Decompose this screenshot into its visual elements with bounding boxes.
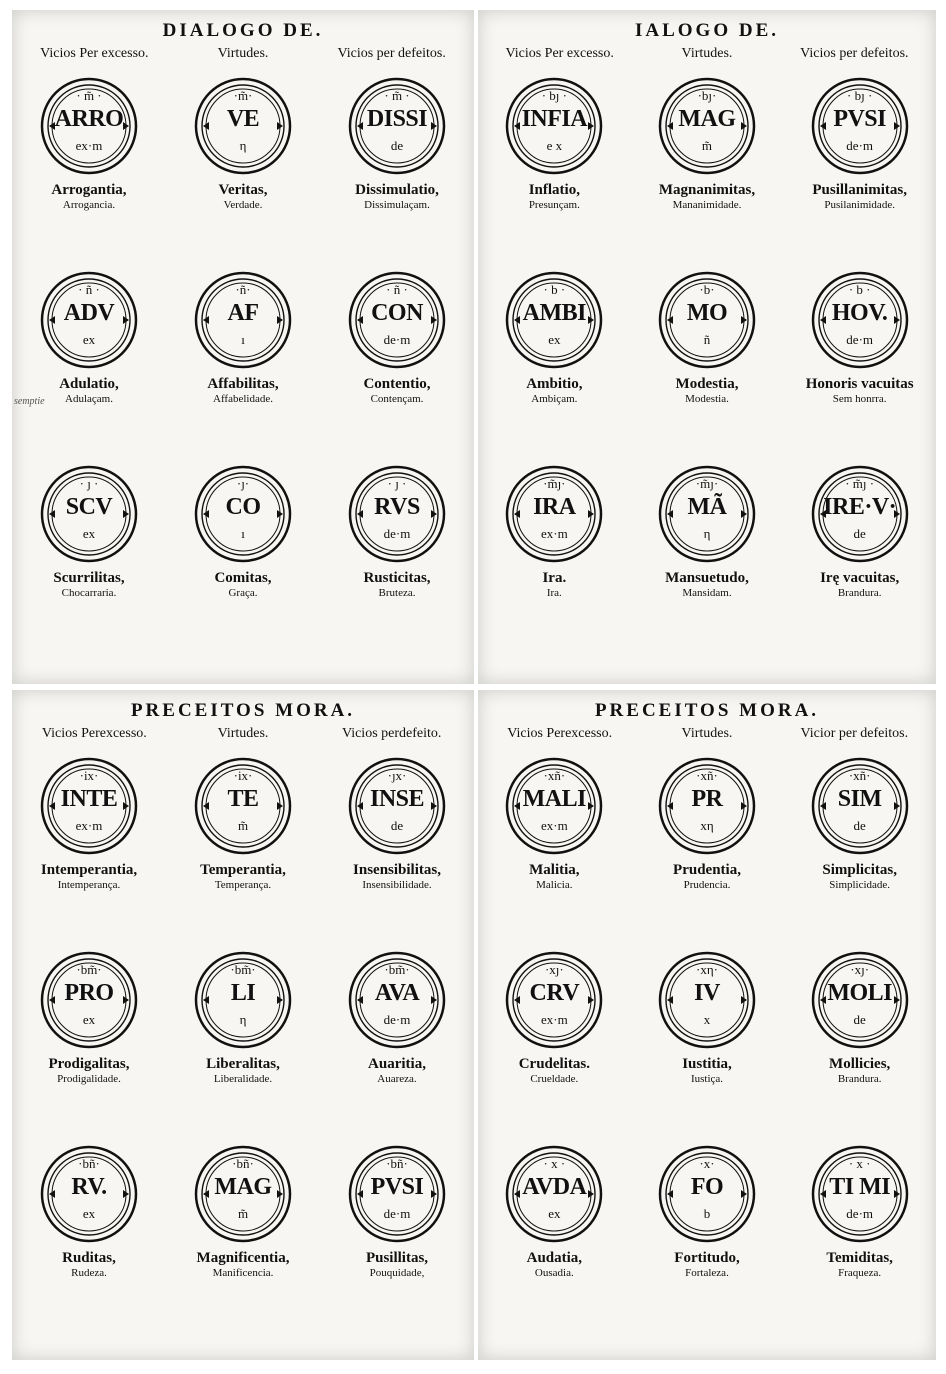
column-header: Vicios Per excesso. xyxy=(505,46,614,61)
medallion-top-text: ·ñ· xyxy=(235,282,251,297)
portuguese-label: Pusilanimidade. xyxy=(824,199,895,211)
column-header: Vicios Per excesso. xyxy=(40,46,149,61)
medallion-top-text: ·xȷ· xyxy=(850,962,870,977)
medallion-bottom-text: x xyxy=(703,1012,711,1027)
medallion xyxy=(347,950,447,1050)
medallion-cell xyxy=(783,1144,936,1338)
medallion-cell xyxy=(12,76,166,270)
medallion xyxy=(39,756,139,856)
medallion-top-text: · ñ · xyxy=(78,282,100,297)
medallion-main-text: LI xyxy=(230,980,256,1006)
column-header: Virtudes. xyxy=(681,46,733,61)
portuguese-label: Insensibilidade. xyxy=(362,879,432,891)
medallion-top-text: ·xñ· xyxy=(543,768,566,783)
portuguese-label: Mananimidade. xyxy=(672,199,742,211)
medallion xyxy=(347,76,447,176)
medallion-top-text: · x · xyxy=(543,1156,566,1171)
medallion-cell xyxy=(320,270,474,464)
medallion xyxy=(39,464,139,564)
medallion-main-text: INFIA xyxy=(521,106,588,132)
medallion-cell xyxy=(631,464,784,658)
latin-label: Ruditas, xyxy=(62,1250,116,1266)
portuguese-label: Brandura. xyxy=(837,1073,882,1085)
medallion-bottom-text: m̃ xyxy=(237,818,249,833)
medallion-main-text: AMBI xyxy=(522,300,586,326)
medallion-cell xyxy=(783,464,936,658)
page-title: IALOGO DE. xyxy=(634,20,780,41)
medallion-cell xyxy=(166,464,320,658)
medallion-top-text: ·b· xyxy=(699,282,715,297)
medallion-cell xyxy=(320,76,474,270)
medallion xyxy=(504,1144,604,1244)
portuguese-label: Arrogancia. xyxy=(62,199,116,211)
latin-label: Magnificentia, xyxy=(196,1250,290,1266)
portuguese-label: Ambiçam. xyxy=(531,393,578,405)
medallion xyxy=(39,950,139,1050)
medallion-grid xyxy=(12,76,474,658)
medallion-bottom-text: ex xyxy=(82,1206,96,1221)
medallion-cell xyxy=(166,76,320,270)
medallion xyxy=(347,464,447,564)
latin-label: Iustitia, xyxy=(682,1056,732,1072)
medallion-top-text: ·m̃· xyxy=(233,88,253,103)
latin-label: Simplicitas, xyxy=(822,862,897,878)
portuguese-label: Fortaleza. xyxy=(685,1267,729,1279)
medallion-top-text: ·bñ· xyxy=(386,1156,408,1171)
latin-label: Temperantia, xyxy=(200,862,286,878)
medallion-bottom-text: η xyxy=(239,1012,247,1027)
medallion-cell xyxy=(12,756,166,950)
portuguese-label: Contençam. xyxy=(370,393,424,405)
latin-label: Honoris vacuitas xyxy=(805,376,914,392)
portuguese-label: Chocarraria. xyxy=(61,587,117,599)
medallion-bottom-text: xη xyxy=(700,818,714,833)
medallion-cell xyxy=(783,756,936,950)
medallion-main-text: MÃ xyxy=(687,494,727,520)
column-header: Vicios per defeitos. xyxy=(800,46,909,61)
portuguese-label: Pouquidade, xyxy=(369,1267,425,1279)
medallion-cell xyxy=(478,950,631,1144)
medallion xyxy=(810,464,910,564)
medallion-bottom-text: ex xyxy=(82,332,96,347)
portuguese-label: Crueldade. xyxy=(530,1073,579,1085)
medallion-bottom-text: de·m xyxy=(383,1206,411,1221)
medallion xyxy=(193,950,293,1050)
portuguese-label: Presunçam. xyxy=(528,199,580,211)
portuguese-label: Sem honrra. xyxy=(832,393,887,405)
medallion-main-text: PVSI xyxy=(833,106,886,132)
column-header: Vicior per defeitos. xyxy=(800,726,909,741)
column-headers xyxy=(20,46,466,62)
medallion-cell xyxy=(166,270,320,464)
latin-label: Contentio, xyxy=(363,376,431,392)
portuguese-label: Verdade. xyxy=(223,199,263,211)
medallion-cell xyxy=(478,76,631,270)
latin-label: Temiditas, xyxy=(826,1250,893,1266)
medallion-cell xyxy=(320,464,474,658)
column-header: Virtudes. xyxy=(217,46,269,61)
latin-label: Auaritia, xyxy=(368,1056,426,1072)
medallion-cell xyxy=(631,270,784,464)
medallion-main-text: MAG xyxy=(678,106,736,132)
latin-label: Fortitudo, xyxy=(674,1250,740,1266)
latin-label: Pusillanimitas, xyxy=(812,182,907,198)
medallion-cell xyxy=(631,950,784,1144)
medallion-main-text: PRO xyxy=(64,980,114,1006)
medallion-top-text: ·ix· xyxy=(233,768,253,783)
medallion-cell xyxy=(478,756,631,950)
column-header: Virtudes. xyxy=(681,726,733,741)
medallion-main-text: MO xyxy=(686,300,728,326)
latin-label: Comitas, xyxy=(214,570,272,586)
medallion-bottom-text: ı xyxy=(241,526,245,541)
medallion-cell xyxy=(12,270,166,464)
medallion xyxy=(39,270,139,370)
medallion xyxy=(657,1144,757,1244)
medallion-cell xyxy=(320,1144,474,1338)
medallion-main-text: VE xyxy=(226,106,260,132)
medallion-top-text: · x · xyxy=(848,1156,871,1171)
page-bottom-left xyxy=(12,690,474,1360)
column-header: Vicios Perexcesso. xyxy=(41,726,147,741)
medallion-top-text: ·xη· xyxy=(696,962,718,977)
medallion-bottom-text: ex·m xyxy=(75,818,103,833)
portuguese-label: Liberalidade. xyxy=(213,1073,273,1085)
medallion xyxy=(193,270,293,370)
medallion xyxy=(347,756,447,856)
portuguese-label: Modestia. xyxy=(685,393,729,405)
medallion-bottom-text: de·m xyxy=(846,332,874,347)
portuguese-label: Adulaçam. xyxy=(65,393,113,405)
medallion-top-text: ·bm̃· xyxy=(76,962,102,977)
medallion-main-text: CO xyxy=(225,494,261,520)
medallion-top-text: ·bm̃· xyxy=(230,962,256,977)
medallion xyxy=(193,464,293,564)
medallion xyxy=(657,464,757,564)
medallion-cell xyxy=(166,950,320,1144)
medallion-bottom-text: de xyxy=(853,526,866,541)
medallion-main-text: SIM xyxy=(837,786,882,812)
medallion-main-text: MOLI xyxy=(827,980,892,1006)
medallion-main-text: SCV xyxy=(65,494,113,520)
medallion xyxy=(347,1144,447,1244)
latin-label: Irę vacuitas, xyxy=(820,570,900,586)
medallion-bottom-text: m̃ xyxy=(237,1206,249,1221)
medallion xyxy=(504,756,604,856)
medallion-bottom-text: η xyxy=(703,526,711,541)
medallion-bottom-text: ex·m xyxy=(540,1012,568,1027)
medallion-top-text: · m̃ · xyxy=(384,88,410,103)
medallion-bottom-text: de xyxy=(853,1012,866,1027)
medallion-top-text: ·bñ· xyxy=(232,1156,254,1171)
column-header: Vicios perdefeito. xyxy=(341,726,442,741)
medallion-bottom-text: ex·m xyxy=(540,526,568,541)
medallion-main-text: INSE xyxy=(369,786,425,812)
medallion-bottom-text: ı xyxy=(241,332,245,347)
latin-label: Intemperantia, xyxy=(40,862,138,878)
medallion-cell xyxy=(166,756,320,950)
latin-label: Malitia, xyxy=(529,862,580,878)
medallion-top-text: ·bȷ· xyxy=(697,88,717,103)
medallion-bottom-text: de·m xyxy=(846,1206,874,1221)
portuguese-label: Ira. xyxy=(546,587,562,599)
medallion-top-text: · ȷ · xyxy=(387,476,407,491)
medallion-top-text: · bȷ · xyxy=(541,88,567,103)
portuguese-label: Iustiça. xyxy=(690,1073,724,1085)
medallion-main-text: AVDA xyxy=(522,1174,587,1200)
medallion-bottom-text: η xyxy=(239,138,247,153)
medallion-cell xyxy=(320,950,474,1144)
medallion-main-text: PVSI xyxy=(370,1174,424,1200)
latin-label: Modestia, xyxy=(675,376,739,392)
portuguese-label: Mansidam. xyxy=(682,587,732,599)
medallion-top-text: ·m̃ȷ· xyxy=(543,476,566,491)
latin-label: Inflatio, xyxy=(528,182,580,198)
medallion-main-text: AF xyxy=(227,300,259,326)
medallion-bottom-text: de xyxy=(390,818,404,833)
latin-label: Adulatio, xyxy=(59,376,119,392)
portuguese-label: Intemperança. xyxy=(57,879,121,891)
medallion-main-text: FO xyxy=(690,1174,724,1200)
medallion-main-text: DISSI xyxy=(366,106,428,132)
portuguese-label: Dissimulaçam. xyxy=(364,199,430,211)
medallion-main-text: HOV. xyxy=(831,300,888,326)
medallion xyxy=(810,1144,910,1244)
medallion-top-text: ·ix· xyxy=(79,768,99,783)
medallion xyxy=(810,270,910,370)
medallion-cell xyxy=(783,950,936,1144)
latin-label: Liberalitas, xyxy=(206,1056,280,1072)
medallion-top-text: · ȷ · xyxy=(79,476,99,491)
medallion-bottom-text: de·m xyxy=(846,138,874,153)
medallion-top-text: · bȷ · xyxy=(847,88,873,103)
latin-label: Prudentia, xyxy=(673,862,741,878)
portuguese-label: Prudencia. xyxy=(683,879,731,891)
medallion-bottom-text: b xyxy=(703,1206,711,1221)
latin-label: Pusillitas, xyxy=(365,1250,429,1266)
medallion-top-text: ·ȷ· xyxy=(236,476,250,491)
medallion xyxy=(39,1144,139,1244)
latin-label: Ambitio, xyxy=(526,376,583,392)
medallion xyxy=(504,464,604,564)
latin-label: Mansuetudo, xyxy=(665,570,749,586)
medallion-cell xyxy=(320,756,474,950)
medallion-main-text: INTE xyxy=(60,786,118,812)
latin-label: Insensibilitas, xyxy=(353,862,441,878)
medallion-bottom-text: ñ xyxy=(703,332,711,347)
latin-label: Dissimulatio, xyxy=(355,182,439,198)
medallion-grid xyxy=(478,756,936,1338)
medallion-top-text: ·m̃ȷ· xyxy=(695,476,719,491)
portuguese-label: Manificencia. xyxy=(212,1267,274,1279)
column-header: Vicios per defeitos. xyxy=(337,46,446,61)
medallion-cell xyxy=(12,950,166,1144)
medallion-main-text: PR xyxy=(691,786,723,812)
medallion-main-text: CRV xyxy=(529,980,580,1006)
medallion xyxy=(657,756,757,856)
page-title: PRECEITOS MORA. xyxy=(130,700,356,721)
page-title: DIALOGO DE. xyxy=(162,20,324,41)
medallion xyxy=(810,76,910,176)
medallion-bottom-text: ex xyxy=(548,1206,561,1221)
medallion-main-text: MAG xyxy=(214,1174,272,1200)
medallion-top-text: · b · xyxy=(543,282,566,297)
medallion-main-text: IV xyxy=(694,980,720,1006)
medallion-main-text: IRE·V· xyxy=(823,494,897,520)
medallion-grid xyxy=(478,76,936,658)
page-bottom-right xyxy=(478,690,936,1360)
portuguese-label: Prodigalidade. xyxy=(57,1073,121,1085)
medallion-cell xyxy=(478,270,631,464)
medallion-main-text: ADV xyxy=(63,300,115,326)
medallion-grid xyxy=(12,756,474,1338)
medallion-cell xyxy=(478,1144,631,1338)
medallion-top-text: · b · xyxy=(848,282,871,297)
medallion xyxy=(657,270,757,370)
medallion xyxy=(810,756,910,856)
column-headers xyxy=(486,46,928,62)
page-top-left xyxy=(12,10,474,684)
portuguese-label: Malicia. xyxy=(536,879,573,891)
latin-label: Arrogantia, xyxy=(51,182,127,198)
medallion-main-text: RV. xyxy=(71,1174,107,1200)
medallion-main-text: AVA xyxy=(374,980,420,1006)
medallion-top-text: ·x· xyxy=(699,1156,715,1171)
latin-label: Scurrilitas, xyxy=(53,570,125,586)
medallion-bottom-text: de xyxy=(390,138,404,153)
medallion-top-text: ·xȷ· xyxy=(544,962,564,977)
medallion-top-text: · m̃ · xyxy=(76,88,102,103)
medallion xyxy=(504,950,604,1050)
portuguese-label: Temperança. xyxy=(214,879,272,891)
medallion xyxy=(657,950,757,1050)
medallion-bottom-text: e x xyxy=(546,138,563,153)
column-header: Virtudes. xyxy=(217,726,269,741)
medallion-bottom-text: ex xyxy=(82,1012,96,1027)
latin-label: Ira. xyxy=(542,570,567,586)
medallion-top-text: ·bñ· xyxy=(78,1156,100,1171)
medallion-cell xyxy=(166,1144,320,1338)
medallion-top-text: ·ȷx· xyxy=(387,768,407,783)
margin-note: semptie xyxy=(14,396,45,407)
portuguese-label: Fraqueza. xyxy=(838,1267,882,1279)
medallion-bottom-text: ex xyxy=(548,332,561,347)
medallion-bottom-text: de·m xyxy=(383,332,411,347)
latin-label: Mollicies, xyxy=(829,1056,891,1072)
medallion-bottom-text: de·m xyxy=(383,1012,411,1027)
portuguese-label: Auareza. xyxy=(377,1073,417,1085)
medallion xyxy=(193,756,293,856)
medallion-cell xyxy=(631,1144,784,1338)
medallion-bottom-text: ex xyxy=(82,526,96,541)
medallion-cell xyxy=(478,464,631,658)
medallion-bottom-text: de xyxy=(853,818,866,833)
medallion-top-text: ·bm̃· xyxy=(384,962,410,977)
medallion-cell xyxy=(631,756,784,950)
latin-label: Rusticitas, xyxy=(363,570,431,586)
medallion xyxy=(504,270,604,370)
medallion-cell xyxy=(783,270,936,464)
medallion-cell xyxy=(12,1144,166,1338)
medallion xyxy=(193,76,293,176)
medallion-top-text: · ñ · xyxy=(386,282,408,297)
column-header: Vicios Perexcesso. xyxy=(507,726,613,741)
portuguese-label: Rudeza. xyxy=(71,1267,107,1279)
medallion-cell xyxy=(783,76,936,270)
page-title: PRECEITOS MORA. xyxy=(594,700,820,721)
medallion-bottom-text: m̃ xyxy=(701,138,713,153)
medallion xyxy=(347,270,447,370)
column-headers xyxy=(20,726,466,742)
medallion-main-text: IRA xyxy=(533,494,576,520)
latin-label: Crudelitas. xyxy=(518,1056,590,1072)
portuguese-label: Brandura. xyxy=(837,587,882,599)
medallion-main-text: MALI xyxy=(522,786,586,812)
column-headers xyxy=(486,726,928,742)
medallion-main-text: CON xyxy=(371,300,423,326)
medallion-main-text: TE xyxy=(227,786,259,812)
latin-label: Affabilitas, xyxy=(207,376,279,392)
latin-label: Audatia, xyxy=(526,1250,583,1266)
medallion-main-text: RVS xyxy=(374,494,420,520)
portuguese-label: Graça. xyxy=(228,587,258,599)
portuguese-label: Affabelidade. xyxy=(213,393,273,405)
medallion xyxy=(810,950,910,1050)
medallion xyxy=(657,76,757,176)
page-top-right xyxy=(478,10,936,684)
medallion-top-text: ·xñ· xyxy=(848,768,871,783)
medallion-main-text: TI MI xyxy=(829,1174,891,1200)
medallion xyxy=(504,76,604,176)
medallion-cell xyxy=(631,76,784,270)
medallion xyxy=(39,76,139,176)
medallion-bottom-text: ex·m xyxy=(75,138,103,153)
medallion-top-text: ·xñ· xyxy=(696,768,718,783)
portuguese-label: Ousadia. xyxy=(534,1267,574,1279)
medallion-main-text: ARRO xyxy=(54,106,124,132)
medallion-top-text: · m̃ȷ · xyxy=(845,476,875,491)
latin-label: Magnanimitas, xyxy=(658,182,756,198)
medallion-cell xyxy=(12,464,166,658)
latin-label: Prodigalitas, xyxy=(48,1056,130,1072)
medallion-bottom-text: ex·m xyxy=(540,818,568,833)
medallion-bottom-text: de·m xyxy=(383,526,411,541)
portuguese-label: Bruteza. xyxy=(378,587,416,599)
latin-label: Veritas, xyxy=(218,182,268,198)
medallion xyxy=(193,1144,293,1244)
portuguese-label: Simplicidade. xyxy=(829,879,891,891)
